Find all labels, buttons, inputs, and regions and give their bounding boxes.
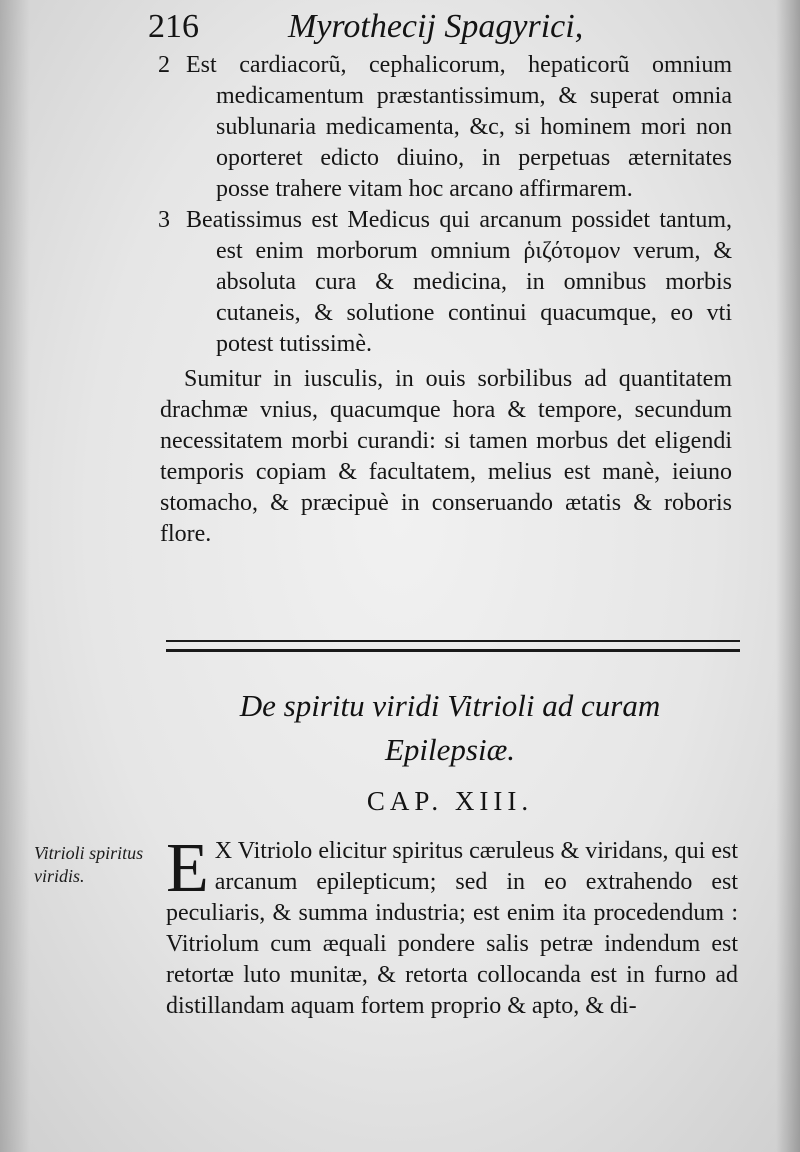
numbered-item bbox=[146, 50, 740, 205]
running-title: Myrothecij Spagyrici, bbox=[288, 8, 584, 45]
item-text: Est cardiacorũ, cephalicorum, hepaticorũ omnium medicamentum præstantissimum, & superat omnia sublunaria medicamenta, &c, si hominem mori non oporteret edicto diuino, in perpetuas æternitates posse trahere vitam hoc arcano affirmarem. bbox=[186, 52, 732, 202]
section-heading-line: Epilepsiæ. bbox=[384, 732, 516, 767]
item-number: 3 bbox=[158, 207, 170, 233]
page-shadow-left bbox=[0, 0, 30, 1152]
main-text bbox=[146, 50, 740, 550]
section-divider bbox=[166, 640, 740, 652]
item-text: Beatissimus est Medicus qui arcanum possidet tantum, est enim morborum omnium ῥιζότομον verum, & absoluta cura & medicina, in omnibus morbis cutaneis, & solutione continui quacumque, eo vti potest tutissimè. bbox=[186, 207, 732, 357]
drop-cap: E bbox=[166, 830, 209, 907]
section-heading bbox=[160, 684, 740, 772]
running-header bbox=[148, 8, 588, 48]
page-shadow-right bbox=[776, 0, 800, 1152]
numbered-item bbox=[146, 205, 740, 360]
chapter-body-text: X Vitriolo elicitur spiritus cæruleus & viridans, qui est arcanum epilepticum; sed in eo extrahendo est peculiaris, & summa industria; est enim ita procedendum : Vitriolum cum æquali pondere salis petræ indendum est retortæ luto munitæ, & retorta collocanda est in furno ad distillandam aquam fortem proprio & apto, & di- bbox=[166, 838, 738, 1019]
dosage-paragraph: Sumitur in iusculis, in ouis sorbilibus ad quantitatem drachmæ vnius, quacumque hora & tempore, secundum necessitatem morbi curandi: si tamen morbus det eligendi temporis copiam & facultatem, melius est manè, ieiuno stomacho, & præcipuè in conseruando ætatis & roboris flore. bbox=[160, 366, 732, 547]
margin-note: Vitrioli spiritus viridis. bbox=[34, 843, 144, 886]
chapter-label: CAP. XIII. bbox=[366, 786, 534, 816]
section-heading-line: De spiritu viridi Vitrioli ad curam bbox=[239, 688, 661, 723]
item-number: 2 bbox=[158, 52, 170, 78]
chapter-body bbox=[166, 830, 738, 1022]
page-number: 216 bbox=[148, 8, 199, 45]
